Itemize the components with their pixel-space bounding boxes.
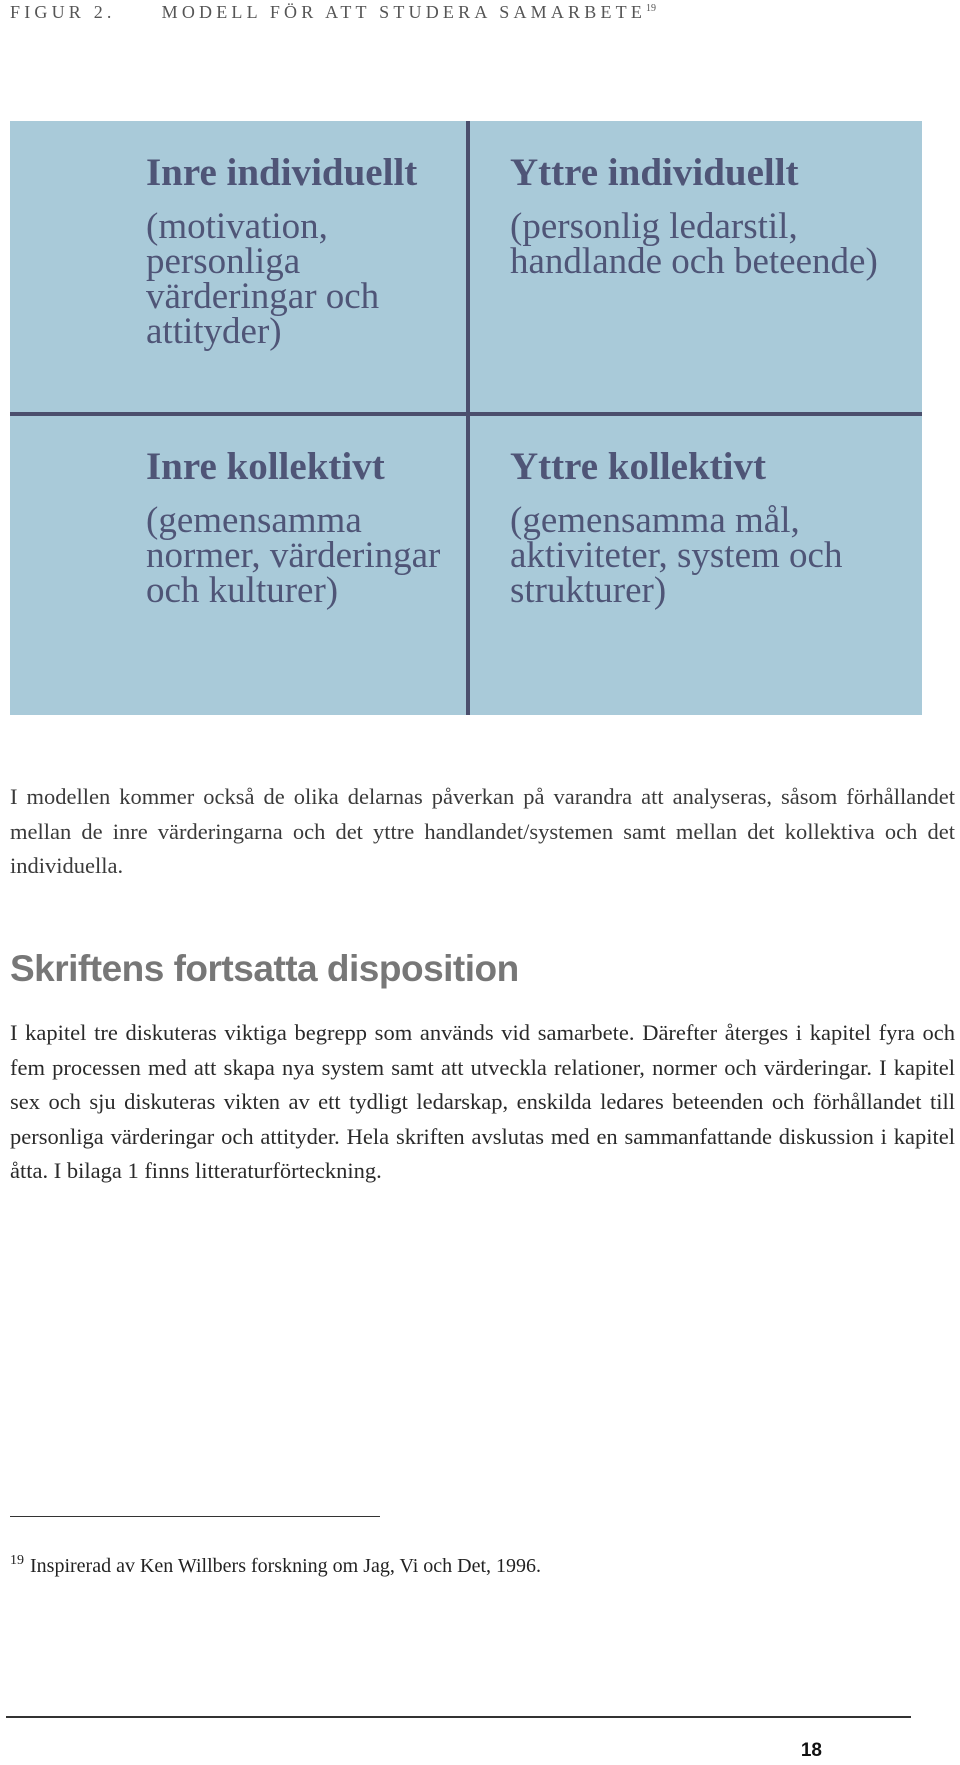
- footnote-number: 19: [10, 1553, 24, 1568]
- figure-caption: [10, 2, 950, 26]
- quadrant-title: Inre individuellt: [146, 151, 418, 194]
- collaboration-model-diagram: [10, 121, 922, 715]
- figure-footnote-ref: 19: [646, 3, 657, 14]
- quadrant-description: (personlig ledarstil, handlande och beteende): [510, 206, 878, 282]
- quadrant-description: (gemensamma mål, aktiviteter, system och strukturer): [510, 500, 843, 611]
- footnote-separator: [10, 1516, 380, 1517]
- section-paragraph: I kapitel tre diskuteras viktiga begrepp som används vid samarbete. Därefter återges i kapitel fyra och fem processen med att skapa nya system samt att utveckla relationer, normer och värderingar. I kapitel sex och sju diskuteras vikten av ett tydligt ledarskap, enskilda ledares beteenden och förhållandet till personliga värderingar och attityder. Hela skriften avslutas med en sammanfattande diskussion i kapitel åtta. I bilaga 1 finns litteraturförteckning.: [10, 1020, 955, 1183]
- quadrant-description: (gemensamma normer, värderingar och kulturer): [146, 500, 441, 611]
- page-footer-rule: [6, 1716, 911, 1718]
- quadrant-inner-individual: [146, 151, 456, 352]
- section-heading: Skriftens fortsatta disposition: [10, 948, 519, 989]
- figure-label: FIGUR 2.: [10, 2, 116, 22]
- quadrant-outer-collective: [510, 445, 910, 611]
- footnote: [10, 1555, 910, 1578]
- quadrant-title: Inre kollektivt: [146, 445, 385, 488]
- quadrant-description: (motivation, personliga värderingar och attityder): [146, 206, 380, 352]
- horizontal-divider: [10, 412, 922, 416]
- page-number: 18: [800, 1740, 822, 1761]
- figure-title: MODELL FÖR ATT STUDERA SAMARBETE: [161, 2, 647, 22]
- quadrant-title: Yttre individuellt: [510, 151, 799, 194]
- intro-paragraph: I modellen kommer också de olika delarnas påverkan på varandra att analyseras, såsom förhållandet mellan de inre värderingarna och det yttre handlandet/systemen samt mellan det kollektiva och det individuella.: [10, 784, 955, 878]
- vertical-divider: [466, 121, 470, 715]
- footnote-text: Inspirerad av Ken Willbers forskning om Jag, Vi och Det, 1996.: [30, 1555, 542, 1577]
- quadrant-title: Yttre kollektivt: [510, 445, 766, 488]
- quadrant-inner-collective: [146, 445, 456, 611]
- quadrant-outer-individual: [510, 151, 910, 282]
